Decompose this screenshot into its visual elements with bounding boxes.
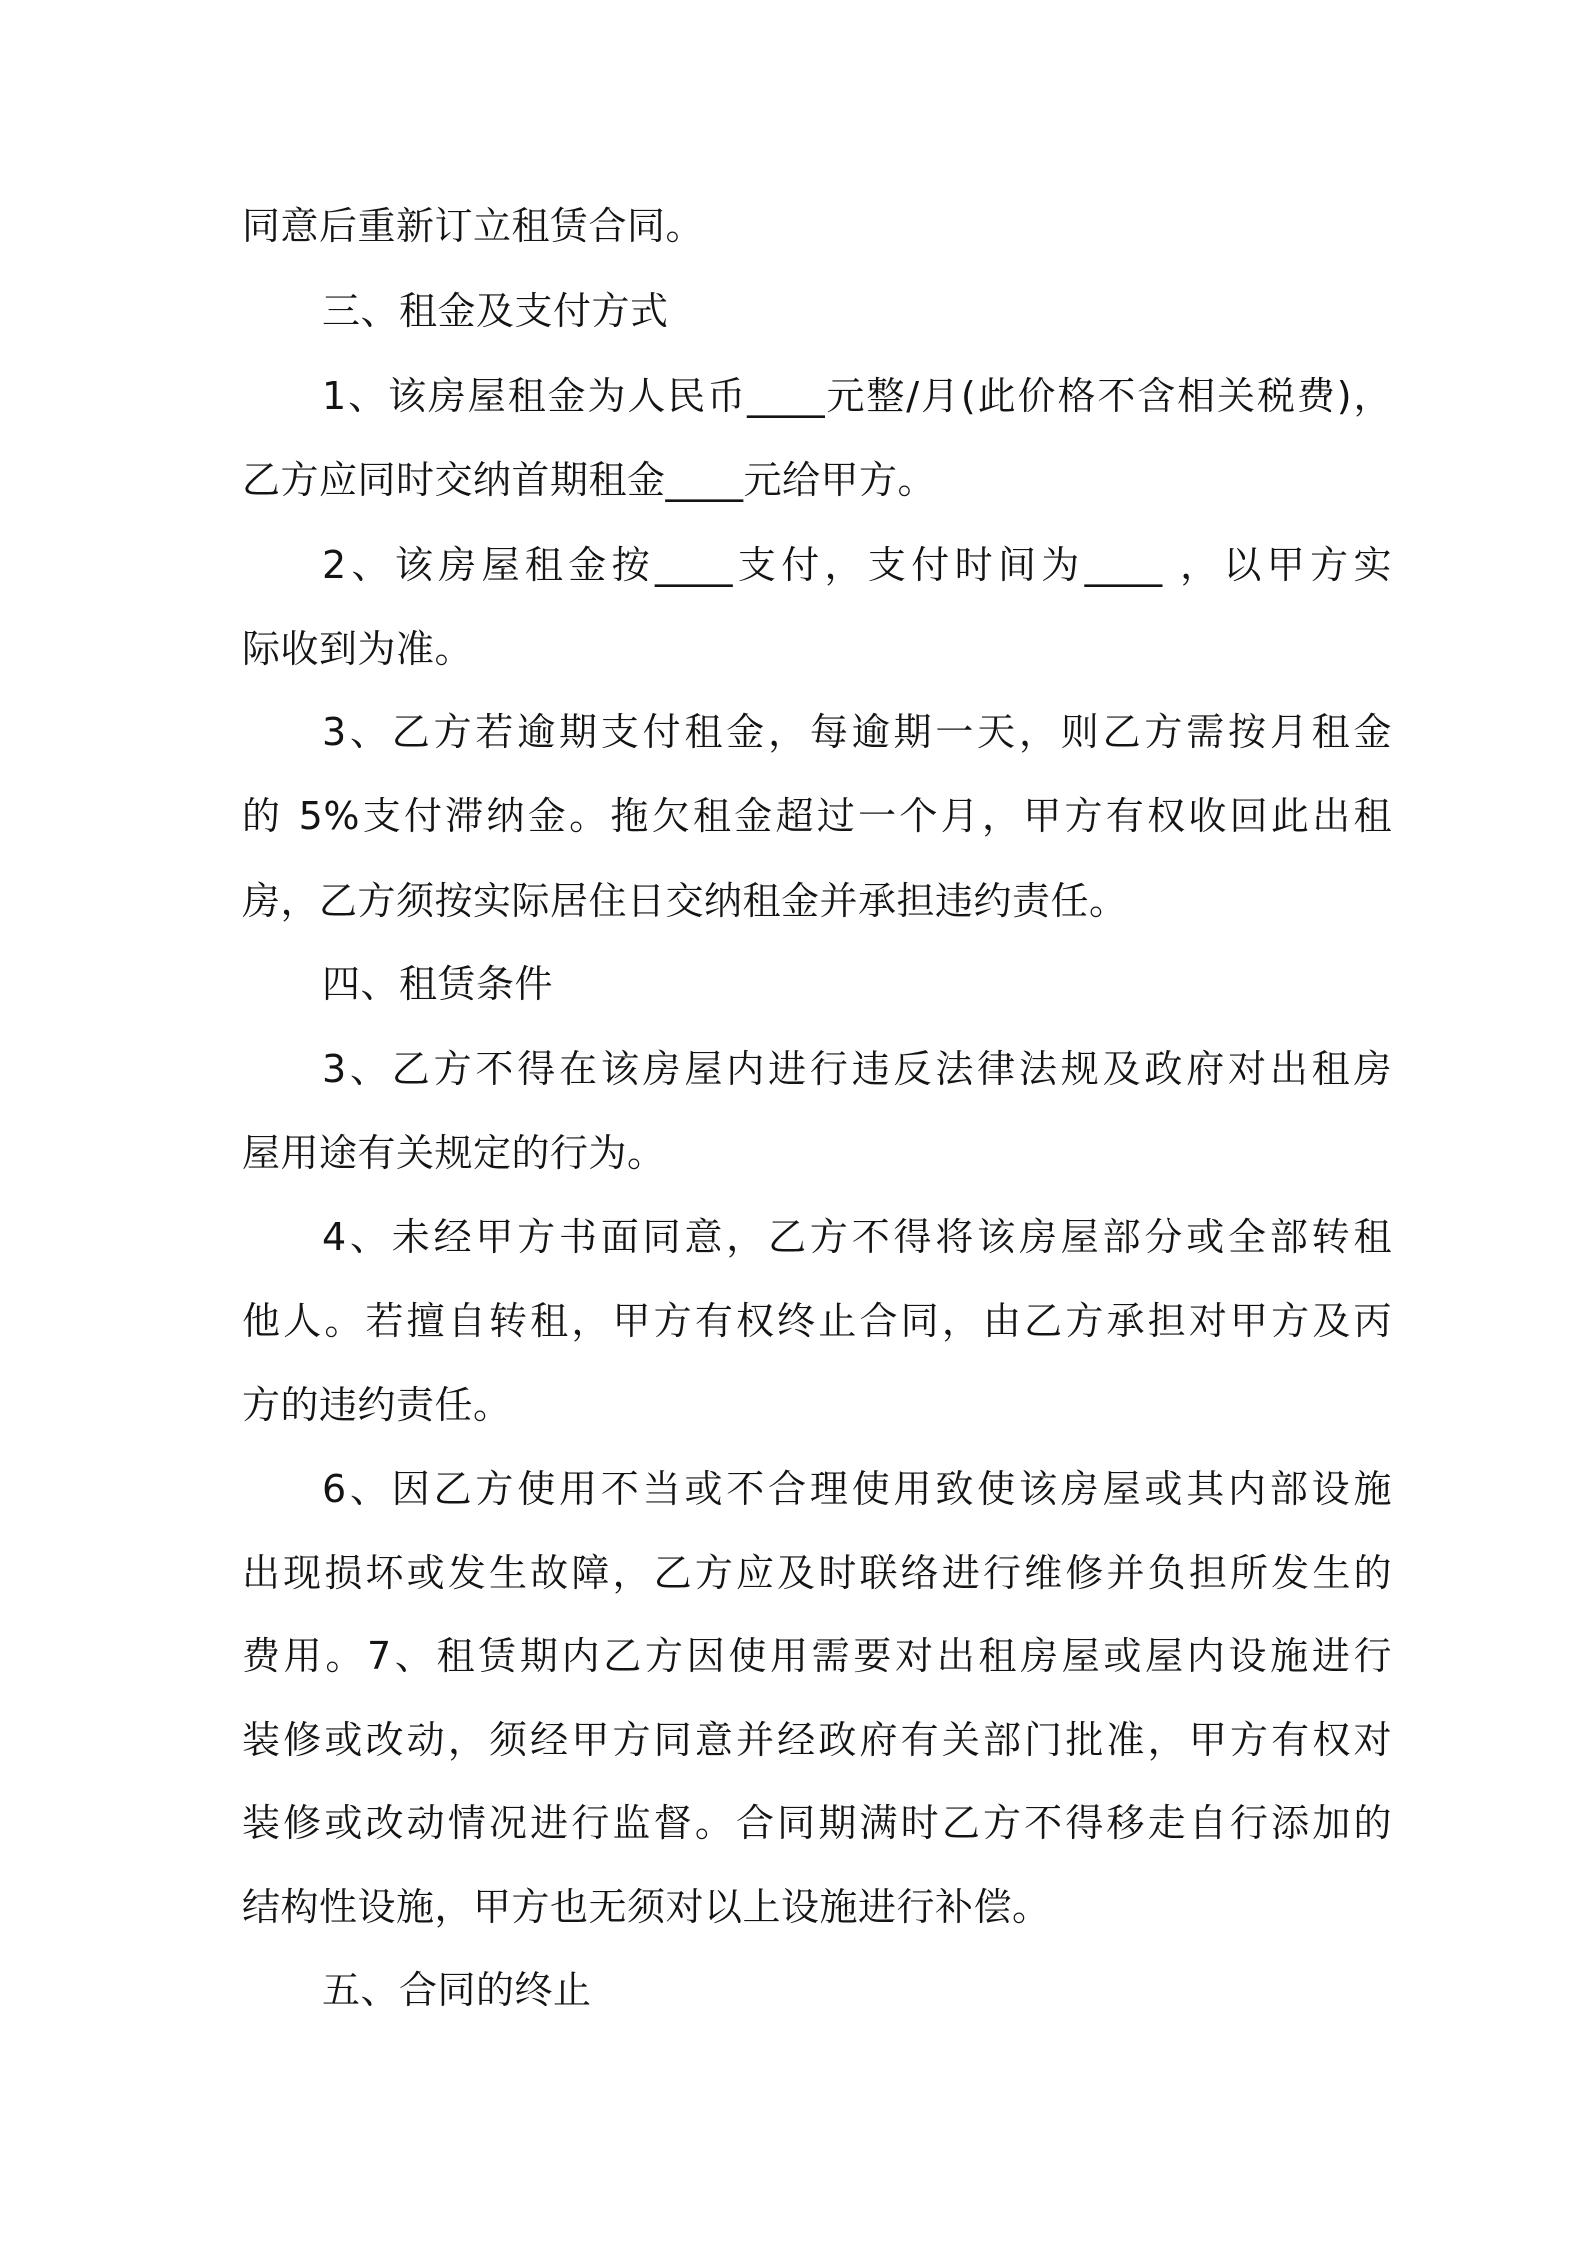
text-line: 屋用途有关规定的行为。 — [242, 1131, 666, 1175]
text-line: 际收到为准。 — [242, 627, 474, 671]
section-heading: 五、合同的终止 — [322, 1968, 592, 2012]
text-line: 2、该房屋租金按____支付，支付时间为____ ，以甲方实 — [322, 543, 1392, 587]
section-heading: 四、租赁条件 — [322, 962, 554, 1006]
text-line: 的 5%支付滞纳金。拖欠租金超过一个月，甲方有权收回此出租 — [242, 794, 1392, 838]
text-line: 装修或改动，须经甲方同意并经政府有关部门批准，甲方有权对 — [242, 1718, 1392, 1762]
section-heading: 三、租金及支付方式 — [322, 289, 669, 333]
text-line: 出现损坏或发生故障，乙方应及时联络进行维修并负担所发生的 — [242, 1551, 1392, 1595]
text-line: 他人。若擅自转租，甲方有权终止合同，由乙方承担对甲方及丙 — [242, 1299, 1392, 1343]
text-line: 装修或改动情况进行监督。合同期满时乙方不得移走自行添加的 — [242, 1801, 1392, 1845]
text-line: 结构性设施，甲方也无须对以上设施进行补偿。 — [242, 1885, 1051, 1929]
text-line: 3、乙方不得在该房屋内进行违反法律法规及政府对出租房 — [322, 1047, 1392, 1091]
text-line: 3、乙方若逾期支付租金，每逾期一天，则乙方需按月租金 — [322, 710, 1392, 754]
text-line: 同意后重新订立租赁合同。 — [242, 204, 705, 248]
text-line: 方的违约责任。 — [242, 1383, 512, 1427]
text-line: 房，乙方须按实际居住日交纳租金并承担违约责任。 — [242, 879, 1128, 923]
text-line: 乙方应同时交纳首期租金____元给甲方。 — [242, 458, 937, 502]
text-line: 费用。7、租赁期内乙方因使用需要对出租房屋或屋内设施进行 — [242, 1634, 1392, 1678]
text-line: 4、未经甲方书面同意，乙方不得将该房屋部分或全部转租 — [322, 1215, 1392, 1259]
text-line: 1、该房屋租金为人民币____元整/月(此价格不含相关税费)， — [322, 374, 1392, 418]
text-line: 6、因乙方使用不当或不合理使用致使该房屋或其内部设施 — [322, 1467, 1392, 1511]
